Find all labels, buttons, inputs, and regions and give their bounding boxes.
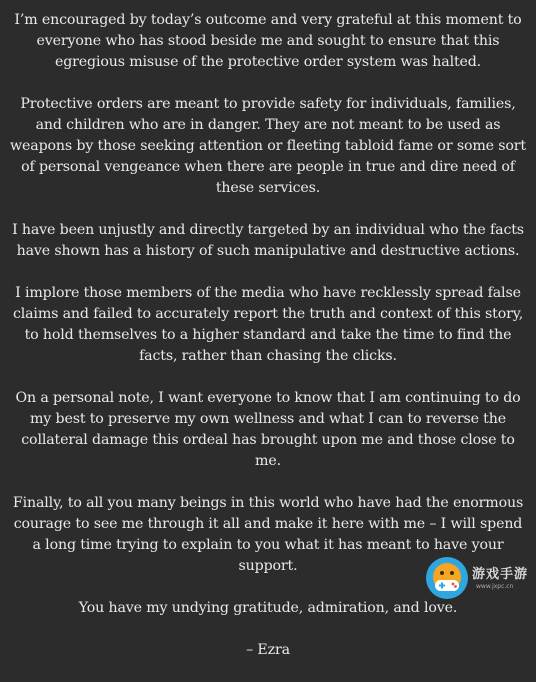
statement-paragraph-5: On a personal note, I want everyone to know that I am continuing to do my best to preserve my own wellness and what I can to reverse the collateral damage this ordeal has brought upon me and those close to me.: [15, 390, 521, 469]
statement-paragraph-2: Protective orders are meant to provide safety for individuals, families, and children who are in danger. They are not meant to be used as weapons by those seeking attention or fleeting tabloid fame or some sort of personal vengeance when there are people in true and dire need of these services.: [10, 96, 526, 196]
statement-paragraph-1: I’m encouraged by today’s outcome and very grateful at this moment to everyone who has stood beside me and sought to ensure that this egregious misuse of the protective order system was halted.: [14, 12, 522, 70]
statement-signature: – Ezra: [246, 642, 290, 658]
watermark-url: www.jxpc.cn: [476, 583, 514, 590]
statement-paragraph-7: You have my undying gratitude, admiration, and love.: [78, 600, 458, 616]
watermark-text: 游戏手游: [472, 567, 529, 582]
statement-paragraph-4: I implore those members of the media who have recklessly spread false claims and failed to accurately report the truth and context of this story, to hold themselves to a higher standard and take the time to find the facts, rather than chasing the clicks.: [12, 285, 524, 364]
statement-paragraph-6: Finally, to all you many beings in this world who have had the enormous courage to see me through it all and make it here with me – I will spend a long time trying to explain to you what it has meant to have your support.: [12, 495, 524, 574]
watermark: [424, 555, 534, 601]
game-controller-icon: [424, 555, 470, 601]
statement-paragraph-3: I have been unjustly and directly targeted by an individual who the facts have shown has a history of such manipulative and destructive actions.: [12, 222, 524, 259]
